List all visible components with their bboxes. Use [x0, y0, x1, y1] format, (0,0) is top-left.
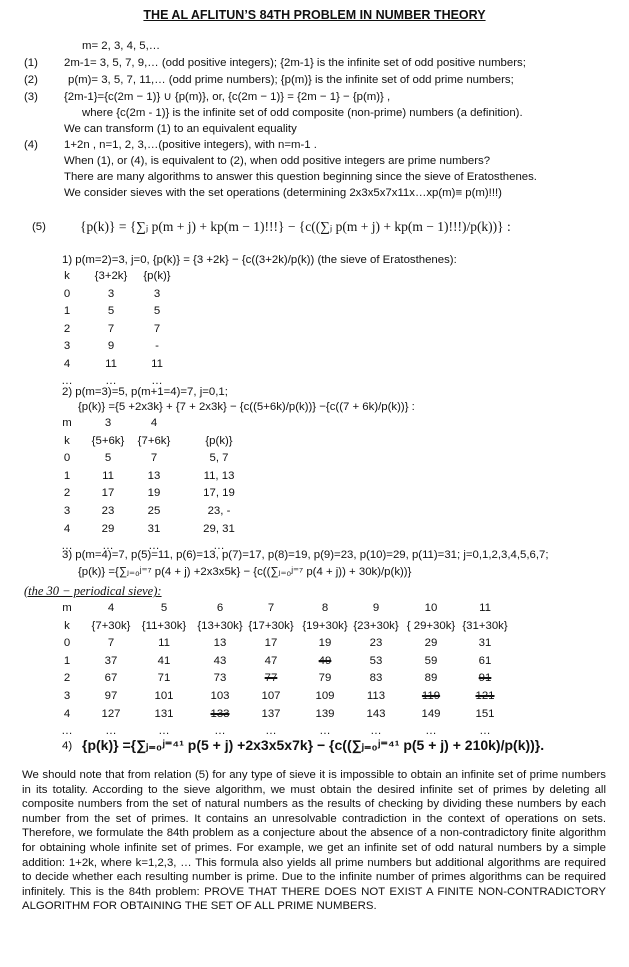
table-m-cell: 6 [216, 602, 224, 614]
sieve-4-formula: {p(k)} ={∑ⱼ₌₀ʲ⁼⁴¹ p(5 + j) +2x3x5x7k} − {c((∑ⱼ₌₀ʲ⁼⁴¹ p(5 + j) + 210k)/p(k))}. [82, 737, 545, 753]
table-cell: 5 [153, 305, 161, 317]
table-cell: 59 [424, 654, 438, 667]
table-m-cell: 5 [160, 602, 168, 614]
intro-line: We can transform (1) to an equivalent equality [64, 123, 297, 135]
table-cell: 49 [318, 654, 332, 667]
table-cell: 2 [63, 322, 71, 335]
table-ellipsis: … [479, 725, 491, 738]
table-cell: 91 [478, 672, 492, 685]
table-ellipsis: … [105, 375, 117, 387]
equation-number: (4) [24, 139, 38, 151]
table-m-cell: 8 [321, 602, 329, 614]
table-ellipsis: … [61, 375, 73, 387]
table-ellipsis: … [61, 725, 73, 738]
table-cell: 1 [63, 469, 71, 482]
intro-line: When (1), or (4), is equivalent to (2), when odd positive integers are prime numbers? [64, 155, 491, 167]
table-header-cell: k [64, 619, 70, 632]
table-m-cell: 4 [107, 602, 115, 614]
table-cell: 23 [101, 505, 115, 517]
table-cell: 4 [63, 522, 71, 535]
table-cell: 43 [213, 654, 227, 667]
table-cell: 11 [151, 357, 163, 370]
table-m-cell: 3 [104, 417, 112, 429]
table-cell: 67 [104, 672, 118, 685]
table-ellipsis: … [148, 540, 160, 553]
table-cell: 37 [104, 654, 118, 667]
table-cell: 3 [153, 287, 161, 300]
table-cell: 97 [104, 690, 118, 702]
table-cell: 11 [158, 637, 170, 650]
table-cell: 29 [101, 522, 115, 535]
table-cell: 25 [147, 505, 161, 517]
table-cell: 17 [264, 637, 278, 650]
table-cell: 151 [475, 707, 495, 720]
table-cell: 137 [261, 707, 281, 720]
table-ellipsis: … [319, 725, 331, 738]
table-cell: 47 [264, 654, 278, 667]
table-cell: 77 [264, 672, 278, 685]
table-cell: 29, 31 [203, 522, 235, 535]
table-cell: 143 [366, 707, 386, 720]
table-cell: 131 [154, 707, 174, 720]
sieve-2-formula: {p(k)} ={5 +2x3k} + {7 + 2x3k} − {c((5+6k)/p(k))} −{c((7 + 6k)/p(k))} : [78, 401, 415, 413]
table-cell: 83 [369, 672, 383, 685]
table-ellipsis: … [102, 540, 114, 553]
conclusion-paragraph: We should note that from relation (5) for any type of sieve it is impossible to obtain an infinite set of prime numbers in its totality. According to the sieve algorithm, we must obtain the desired infinite set of primes by deleting all composite numbers from the set of natural numbers as the results of checking by dividing these numbers by each number from the set of primes. It contains an unresolvable contradiction in the context of operations on sets. Therefore, we formulate the 84th problem as a conjecture about the absence of a non-contradictory finite algorithm for obtaining whole infinite set of primes. For example, we get an infinite set of odd natural numbers by a simple addition: 1+2k, where k=1,2,3, … This formula also yields all prime numbers but additional algorithms are required to decide whether each resulting number is prime. Due to the infinite number of primes algorithms can be required infinitely. This is the 84th problem: PROVE THAT THERE DOES NOT EXIST A FINITE NON-CONTRADICTORY ALGORITHM FOR OBTAINING THE SET OF ALL PRIME NUMBERS. [22, 769, 606, 913]
intro-line: where {c(2m - 1)} is the infinite set of odd composite (non-prime) numbers (a definition). [82, 107, 523, 119]
table-m-cell: m [62, 417, 72, 429]
table-cell: 5 [104, 452, 112, 465]
table-cell: 3 [63, 690, 71, 702]
table-ellipsis: … [105, 725, 117, 738]
table-cell: 41 [157, 654, 171, 667]
table-cell: 11, 13 [203, 469, 235, 482]
table-cell: 17, 19 [203, 487, 235, 500]
table-header-cell: k [64, 270, 70, 282]
table-cell: 107 [261, 690, 281, 702]
table-cell: 5 [107, 305, 115, 317]
table-cell: 19 [147, 487, 161, 500]
table-cell: 133 [210, 707, 230, 720]
intro-line: m= 2, 3, 4, 5,… [82, 40, 161, 52]
table-m-cell: 10 [424, 602, 438, 614]
table-header-cell: {11+30k} [141, 619, 187, 632]
table-cell: 17 [101, 487, 115, 500]
sieve-1-heading: 1) p(m=2)=3, j=0, {p(k)} = {3 +2k} − {c((3+2k)/p(k)) (the sieve of Eratosthenes): [62, 254, 457, 266]
equation-5: {p(k)} = {∑ⱼ p(m + j) + kp(m − 1)!!!} − {c((∑ⱼ p(m + j) + kp(m − 1)!!!)/p(k))} : [80, 219, 511, 234]
equation-number: (3) [24, 91, 38, 103]
table-cell: 0 [63, 452, 71, 465]
table-cell: 3 [107, 287, 115, 300]
table-cell: 53 [369, 654, 383, 667]
table-cell: 11 [102, 469, 114, 482]
table-cell: 89 [424, 672, 438, 685]
sieve-2-heading: 2) p(m=3)=5, p(m+1=4)=7, j=0,1; [62, 386, 228, 398]
table-ellipsis: … [61, 540, 73, 553]
table-cell: 5, 7 [209, 452, 229, 465]
table-cell: 71 [157, 672, 171, 685]
table-ellipsis: … [151, 375, 163, 387]
table-header-cell: { 29+30k} [406, 619, 456, 632]
table-ellipsis: … [265, 725, 277, 738]
table-cell: 149 [421, 707, 441, 720]
table-ellipsis: … [214, 725, 226, 738]
table-cell: 23 [369, 637, 383, 650]
table-cell: 101 [154, 690, 174, 702]
table-cell: 7 [153, 322, 161, 335]
table-cell: 19 [318, 637, 332, 650]
intro-line: We consider sieves with the set operations (determining 2x3x5x7x11x…xp(m)≡ p(m)!!!) [64, 187, 502, 199]
table-cell: 127 [101, 707, 121, 720]
table-cell: 121 [475, 690, 495, 702]
table-m-cell: 9 [372, 602, 380, 614]
table-m-cell: 7 [267, 602, 275, 614]
equation-number: (1) [24, 57, 38, 69]
table-cell: 9 [107, 340, 115, 352]
equation-number: (2) [24, 74, 38, 86]
table-header-cell: {31+30k} [462, 619, 508, 632]
page-title: THE AL AFLITUN’S 84TH PROBLEM IN NUMBER THEORY [143, 8, 486, 22]
table-header-cell: {23+30k} [353, 619, 399, 632]
equation-5-number: (5) [32, 221, 46, 233]
table-cell: 139 [315, 707, 335, 720]
intro-line: p(m)= 3, 5, 7, 11,… (odd prime numbers); {p(m)} is the infinite set of odd prime numbers; [68, 74, 514, 86]
table-cell: 0 [63, 637, 71, 650]
table-cell: 13 [147, 469, 161, 482]
table-cell: 3 [63, 505, 71, 517]
table-ellipsis: … [158, 725, 170, 738]
table-cell: 7 [107, 637, 115, 650]
table-cell: 1 [63, 305, 71, 317]
table-m-cell: 4 [150, 417, 158, 429]
table-header-cell: {3+2k} [94, 270, 128, 282]
table-cell: 79 [318, 672, 332, 685]
table-cell: 109 [315, 690, 335, 702]
table-cell: - [155, 340, 159, 352]
table-cell: 4 [63, 707, 71, 720]
periodical-sieve-label: (the 30 − periodical sieve): [24, 584, 162, 598]
table-cell: 103 [210, 690, 230, 702]
table-cell: 73 [213, 672, 227, 685]
table-cell: 23, - [207, 505, 231, 517]
table-m-cell: m [62, 602, 72, 614]
table-cell: 4 [63, 357, 71, 370]
table-cell: 119 [421, 690, 441, 702]
table-header-cell: {5+6k} [91, 434, 125, 447]
table-cell: 2 [63, 487, 71, 500]
table-cell: 61 [478, 654, 492, 667]
table-ellipsis: … [213, 540, 225, 553]
table-cell: 0 [63, 287, 71, 300]
table-cell: 113 [366, 690, 386, 702]
table-cell: 7 [150, 452, 158, 465]
table-m-cell: 11 [479, 602, 491, 614]
table-cell: 3 [63, 340, 71, 352]
table-cell: 31 [147, 522, 161, 535]
sieve-3-heading: 3) p(m=4)=7, p(5)=11, p(6)=13, p(7)=17, p(8)=19, p(9)=23, p(10)=29, p(11)=31; j=0,1,2,3,4,5,6,7; [62, 549, 549, 561]
table-header-cell: {p(k)} [143, 270, 171, 282]
table-ellipsis: … [425, 725, 437, 738]
table-header-cell: {13+30k} [197, 619, 243, 632]
sieve-3-formula: {p(k)} ={∑ⱼ₌₀ʲ⁼⁷ p(4 + j) +2x3x5k} − {c((∑ⱼ₌₀ʲ⁼⁷ p(4 + j)) + 30k)/p(k))} [78, 566, 412, 578]
intro-line: 1+2n , n=1, 2, 3,…(positive integers), with n=m-1 . [64, 139, 317, 151]
table-cell: 1 [63, 654, 71, 667]
table-cell: 7 [107, 322, 115, 335]
table-header-cell: {19+30k} [302, 619, 348, 632]
table-cell: 13 [213, 637, 227, 650]
intro-line: {2m-1}={c(2m − 1)} ∪ {p(m)}, or, {c(2m − 1)} = {2m − 1} − {p(m)} , [64, 91, 391, 103]
table-ellipsis: … [370, 725, 382, 738]
intro-line: 2m-1= 3, 5, 7, 9,… (odd positive integers); {2m-1} is the infinite set of odd positive numbers; [64, 57, 526, 69]
table-header-cell: {7+6k} [137, 434, 171, 447]
table-cell: 11 [105, 357, 117, 370]
table-header-cell: {p(k)} [205, 434, 233, 447]
table-cell: 31 [478, 637, 492, 650]
intro-line: There are many algorithms to answer this question beginning since the sieve of Eratosthenes. [64, 171, 537, 183]
table-cell: 29 [424, 637, 438, 650]
sieve-4-label: 4) [62, 740, 73, 752]
table-header-cell: k [64, 434, 70, 447]
table-header-cell: {7+30k} [91, 619, 131, 632]
table-header-cell: {17+30k} [248, 619, 294, 632]
table-cell: 2 [63, 672, 71, 685]
